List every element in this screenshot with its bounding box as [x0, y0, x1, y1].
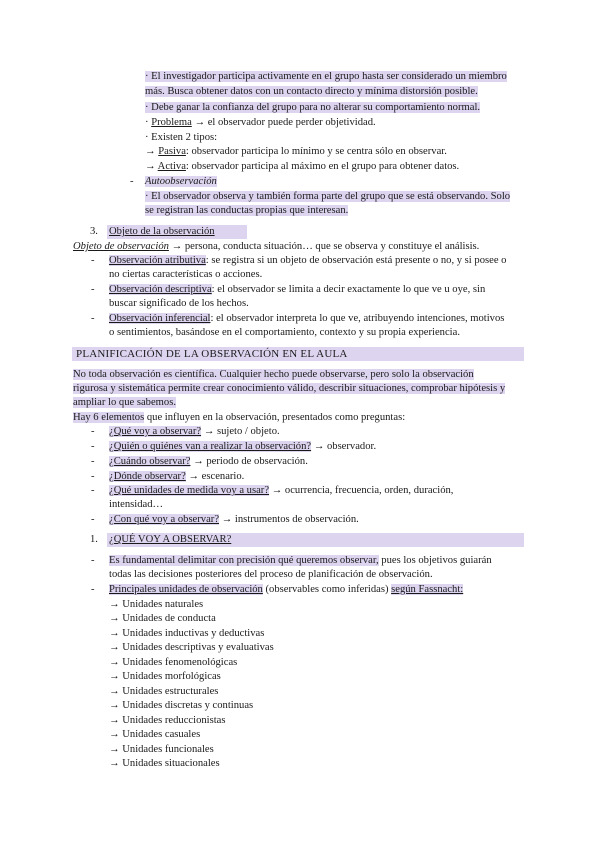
- bullet-dash: -: [91, 555, 95, 566]
- paragraph-line: ampliar lo que sabemos.: [73, 397, 176, 408]
- section-number: 3.: [90, 226, 98, 237]
- question-item: ¿Cuándo observar? → periodo de observación.: [109, 456, 308, 467]
- section-title: Objeto de la observación: [109, 226, 215, 237]
- question-item: ¿Dónde observar? → escenario.: [109, 471, 245, 482]
- paragraph-line: · El observador observa y también forma parte del grupo que se está observando. Solo: [145, 191, 511, 202]
- section-heading: PLANIFICACIÓN DE LA OBSERVACIÓN EN EL AULA: [76, 348, 348, 360]
- bullet-dash: -: [91, 313, 95, 324]
- unit-item: → Unidades inductivas y deductivas: [109, 628, 265, 639]
- list-item: → Pasiva: observador participa lo mínimo y se centra sólo en observar.: [145, 146, 447, 157]
- unit-item: → Unidades discretas y continuas: [109, 700, 254, 711]
- unit-item: → Unidades reduccionistas: [109, 715, 226, 726]
- paragraph-line: más. Busca obtener datos con un contacto directo y mínima distorsión posible.: [145, 86, 478, 97]
- bullet-dash: -: [91, 255, 95, 266]
- bullet-dash: -: [91, 485, 95, 496]
- unit-item: → Unidades casuales: [109, 729, 201, 740]
- list-item: Observación inferencial: el observador interpreta lo que ve, atribuyendo intenciones, motivos: [109, 313, 505, 324]
- list-item: Observación atributiva: se registra si un objeto de observación está presente o no, y si posee o: [109, 255, 507, 266]
- question-item: ¿Con qué voy a observar? → instrumentos de observación.: [109, 514, 359, 525]
- unit-item: → Unidades funcionales: [109, 744, 214, 755]
- question-item: ¿Quién o quiénes van a realizar la observación? → observador.: [109, 441, 377, 452]
- unit-item: → Unidades situacionales: [109, 758, 220, 769]
- list-item-cont: buscar significado de los hechos.: [109, 298, 249, 309]
- list-item-cont: o sentimientos, basándose en el comportamiento, contexto y su propia experiencia.: [109, 327, 460, 338]
- list-item: → Activa: observador participa al máximo en el grupo para obtener datos.: [145, 161, 460, 172]
- bullet-dash: -: [91, 441, 95, 452]
- paragraph-line: No toda observación es científica. Cualquier hecho puede observarse, pero solo la observación: [73, 369, 474, 380]
- bullet-dash: -: [91, 456, 95, 467]
- list-item: Observación descriptiva: el observador se limita a decir exactamente lo que ve u oye, sin: [109, 284, 486, 295]
- paragraph-line: · El investigador participa activamente en el grupo hasta ser considerado un miembro: [145, 71, 507, 82]
- definition-line: Objeto de observación → persona, conducta situación… que se observa y constituye el análisis.: [73, 241, 480, 252]
- paragraph-line: · Debe ganar la confianza del grupo para no alterar su comportamiento normal.: [145, 102, 481, 113]
- unit-item: → Unidades fenomenológicas: [109, 657, 238, 668]
- section-number: 1.: [90, 534, 98, 545]
- unit-item: → Unidades naturales: [109, 599, 204, 610]
- paragraph-line: · Problema → el observador puede perder objetividad.: [145, 117, 376, 128]
- unit-item: → Unidades estructurales: [109, 686, 219, 697]
- question-item-cont: intensidad…: [109, 499, 164, 510]
- list-item-cont: no ciertas características o acciones.: [109, 269, 263, 280]
- bullet-dash: -: [91, 284, 95, 295]
- bullet-dash: -: [91, 514, 95, 525]
- unit-item: → Unidades descriptivas y evaluativas: [109, 642, 274, 653]
- bullet-dash: -: [91, 426, 95, 437]
- section-title: ¿QUÉ VOY A OBSERVAR?: [109, 534, 232, 545]
- question-item: ¿Qué voy a observar? → sujeto / objeto.: [109, 426, 280, 437]
- bullet-dash: -: [91, 584, 95, 595]
- list-item-cont: todas las decisiones posteriores del proceso de planificación de observación.: [109, 569, 433, 580]
- subheading: Autoobservación: [145, 176, 217, 187]
- list-item: Principales unidades de observación (observables como inferidas) según Fassnacht:: [109, 584, 464, 595]
- question-item: ¿Qué unidades de medida voy a usar? → ocurrencia, frecuencia, orden, duración,: [109, 485, 454, 496]
- unit-item: → Unidades morfológicas: [109, 671, 221, 682]
- unit-item: → Unidades de conducta: [109, 613, 216, 624]
- paragraph-line: rigurosa y sistemática permite crear conocimiento válido, describir situaciones, comprobar hipótesis y: [73, 383, 506, 394]
- bullet-dash: -: [91, 471, 95, 482]
- paragraph-line: · Existen 2 tipos:: [145, 132, 218, 143]
- paragraph-line: Hay 6 elementos que influyen en la observación, presentados como preguntas:: [73, 412, 406, 423]
- bullet-dash: -: [130, 176, 134, 187]
- paragraph-line: se registran las conductas propias que interesan.: [145, 205, 349, 216]
- list-item: Es fundamental delimitar con precisión qué queremos observar, pues los objetivos guiarán: [109, 555, 492, 566]
